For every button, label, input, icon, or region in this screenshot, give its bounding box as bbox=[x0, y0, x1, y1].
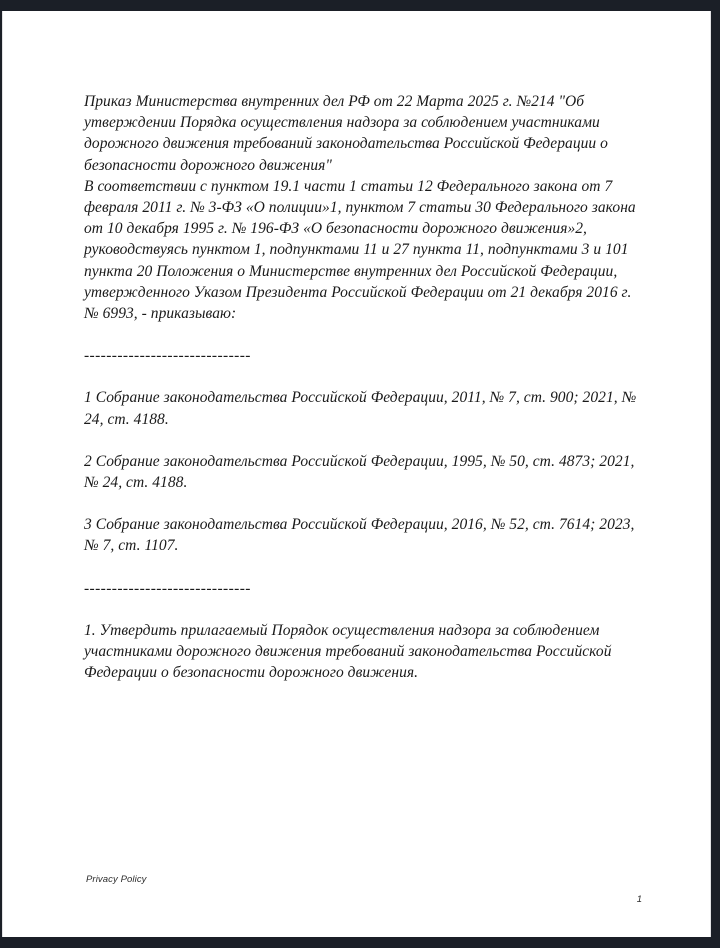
privacy-policy-link[interactable]: Privacy Policy bbox=[86, 874, 147, 885]
spacer bbox=[84, 599, 644, 620]
footnote-separator-bottom: ------------------------------ bbox=[84, 579, 251, 597]
footnote-separator-top: ------------------------------ bbox=[84, 347, 251, 365]
footnote-3: 3 Собрание законодательства Российской Федерации, 2016, № 52, ст. 7614; 2023, № 7, ст. 1107. bbox=[84, 516, 639, 555]
footnote-1: 1 Собрание законодательства Российской Федерации, 2011, № 7, ст. 900; 2021, № 24, ст. 4188. bbox=[84, 389, 641, 428]
document-title-block: Приказ Министерства внутренних дел РФ от 22 Марта 2025 г. №214 "Об утверждении Порядка осуществления надзора за соблюдением участниками дорожного движения требований законодательства Российской Федерации о безопасности дорожного движения" bbox=[84, 93, 612, 174]
spacer bbox=[84, 557, 644, 578]
spacer bbox=[84, 493, 644, 514]
spacer bbox=[84, 430, 644, 451]
spacer bbox=[84, 366, 644, 387]
viewer-bottom-bar bbox=[0, 937, 720, 948]
spacer bbox=[84, 324, 644, 345]
footnote-2: 2 Собрание законодательства Российской Федерации, 1995, № 50, ст. 4873; 2021, № 24, ст. 4188. bbox=[84, 452, 639, 492]
viewer-top-bar bbox=[0, 0, 720, 11]
clause-1: 1. Утвердить прилагаемый Порядок осуществления надзора за соблюдением участниками дорожного движения требований законодательства Российской Федерации о безопасности дорожного движения. bbox=[84, 621, 616, 682]
document-page bbox=[2, 11, 711, 937]
page-number: 1 bbox=[636, 894, 642, 905]
document-preamble: В соответствии с пунктом 19.1 части 1 статьи 12 Федерального закона от 7 февраля 2011 г. № 3-ФЗ «О полиции»1, пунктом 7 статьи 30 Федерального закона от 10 декабря 1995 г. № 196-ФЗ «О безопасности дорожного движения»2, руководствуясь пунктом 1, подпунктами 11 и 27 пункта 11, подпунктами 3 и 101 пункта 20 Положения о Министерстве внутренних дел Российской Федерации, утвержденного Указом Президента Российской Федерации от 21 декабря 2016 г. № 6993, - приказываю: bbox=[84, 177, 640, 323]
document-body bbox=[84, 91, 644, 683]
page-footer bbox=[3, 856, 711, 926]
